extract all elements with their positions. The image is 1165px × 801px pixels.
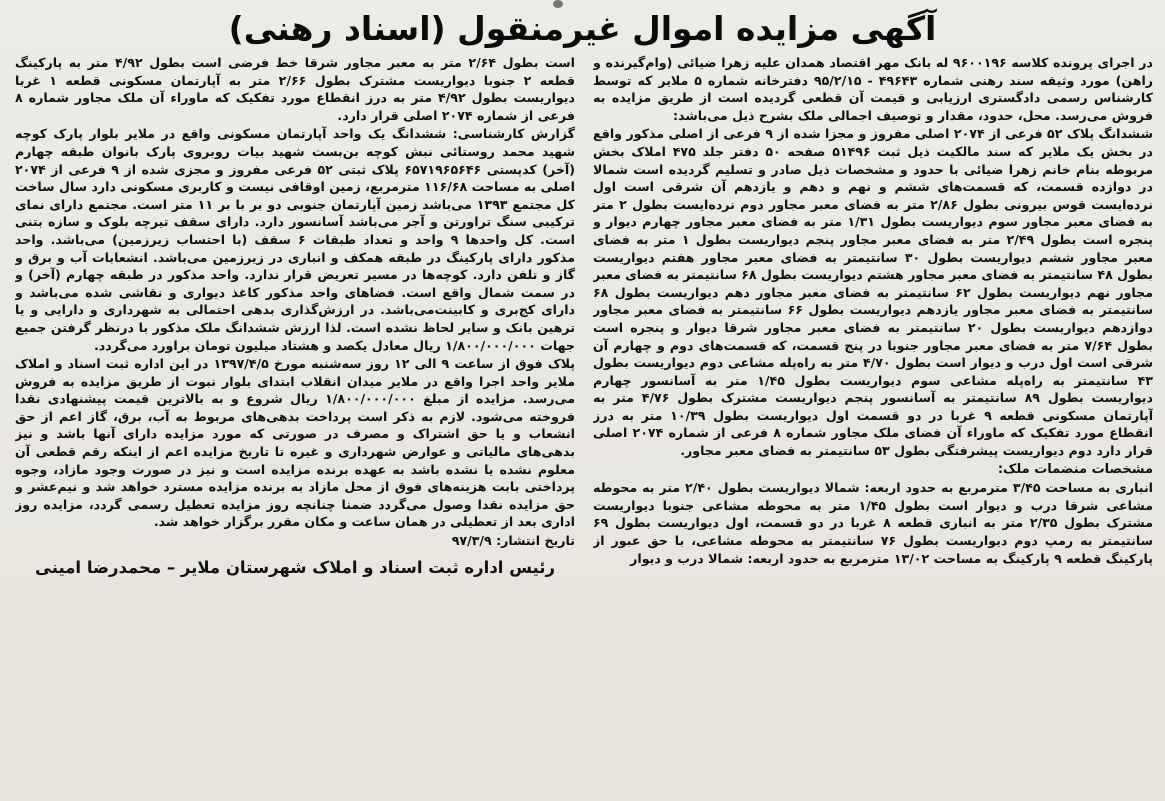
property-boundaries-paragraph: ششدانگ پلاک ۵۲ فرعی از ۲۰۷۴ اصلی مفروز و مجزا شده از ۹ فرعی از اصلی مذکور واقع در بخش یک ملایر که سند مالکیت ذیل ثبت ۵۱۴۹۶ صفحه ۵۰ دفتر جلد ۴۷۵ املاک بخش مربوطه بنام خانم زهرا ضیائی با حدود و مشخصات ذیل صادر و تسلیم گردیده است شمالا در دوازده قسمت، که قسمت‌های ششم و نهم و دهم و یازدهم آن شرقی است اول نرده‌ایست قوس بیرونی بطول ۲/۸۶ متر به فضای معبر مجاور دوم نرده‌ایست بطول ۲ متر به فضای معبر مجاور سوم دیواریست بطول ۱/۳۱ متر به فضای معبر مجاور چهارم دیوار و پنجره است بطول ۲/۴۹ متر به فضای معبر مجاور پنجم دیواریست بطول ۱ متر به فضای معبر مجاور ششم دیواریست بطول ۳۰ سانتیمتر به فضای معبر مجاور هفتم دیواریست بطول ۴۸ سانتیمتر به فضای معبر مجاور هشتم دیواریست بطول ۶۸ سانتیمتر به فضای معبر مجاور نهم دیواریست بطول ۶۲ سانتیمتر به فضای معبر مجاور دهم دیواریست بطول ۶۸ سانتیمتر به فضای معبر مجاور یازدهم دیواریست بطول ۶۶ سانتیمتر به فضای معبر مجاور دوازدهم دیواریست بطول ۲۰ سانتیمتر به فضای معبر مجاور شرقا دیوار و پنجره است بطول ۷/۶۴ متر به فضای معبر مجاور جنوبا در پنج قسمت، که قسمت‌های دوم و چهارم آن شرقی است اول درب و دیوار است بطول ۴/۷۰ متر به راه‌پله مشاعی دوم دیواریست بطول ۴۳ سانتیمتر به راه‌پله مشاعی سوم دیواریست بطول ۱/۴۵ متر به آسانسور چهارم دیواریست بطول ۸۹ سانتیمتر به آسانسور پنجم دیواریست مشترک بطول ۴/۷۶ متر به آپارتمان مسکونی قطعه ۹ غربا در دو قسمت اول دیواریست بطول ۱۰/۳۹ متر به درز انقطاع مورد تفکیک که ماوراء آن فضای ملک مجاور شماره ۸ فرعی از شماره ۲۰۷۴ اصلی قرار دارد دوم دیواریست پیشرفتگی بطول ۵۳ سانتیمتر به فضای معبر مجاور. [593,126,1153,459]
publication-date: تاریخ انتشار: ۹۷/۳/۹ [451,533,575,549]
notice-body [12,54,1153,792]
annex-paragraph: انباری به مساحت ۳/۴۵ مترمربع به حدود اربعه: شمالا دیواریست بطول ۲/۴۰ متر به محوطه مشاعی شرقا درب و دیوار است بطول ۱/۴۵ متر به محوطه مشاعی جنوبا دیواریست مشترک بطول ۲/۳۵ متر به انباری قطعه ۸ غربا در دو قسمت، اول دیواریست بطول ۶۹ سانتیمتر به رمپ دوم دیواریست بطول ۷۶ سانتیمتر به محوطه مشاعی، با حق عبور از پارکینگ قطعه ۹ پارکینگ به مساحت ۱۳/۰۲ مترمربع به حدود اربعه: شمالا درب و دیوار [593,480,1153,566]
left-column [15,54,575,792]
notice-title: آگهی مزایده اموال غیرمنقول (اسناد رهنی) [228,9,937,48]
case-paragraph: در اجرای پرونده کلاسه ۹۶۰۰۱۹۶ له بانک مهر اقتصاد همدان علیه زهرا ضیائی (وام‌گیرنده و راهن) مورد وثیقه سند رهنی شماره ۴۹۶۴۳ - ۹۵/۲/۱۵ دفترخانه شماره ۵ ملایر که توسط کارشناس رسمی دادگستری ارزیابی و قیمت آن قطعی گردیده است از طریق مزایده به فروش می‌رسد. محل، حدود، مقدار و توصیف اجمالی ملک بشرح ذیل می‌باشد: [593,55,1153,123]
signature-line: رئیس اداره ثبت اسناد و املاک شهرستان ملایر – محمدرضا امینی [35,557,555,577]
auction-terms-paragraph: پلاک فوق از ساعت ۹ الی ۱۲ روز سه‌شنبه مورخ ۱۳۹۷/۴/۵ در این اداره ثبت اسناد و املاک ملایر واحد اجرا واقع در ملایر میدان انقلاب ابتدای بلوار نبوت از طریق مزایده به فروش می‌رسد. مزایده از مبلغ ۱/۸۰۰/۰۰۰/۰۰۰ ریال شروع و به بالاترین قیمت پیشنهادی نقدا فروخته می‌شود. لازم به ذکر است پرداخت بدهی‌های مربوط به آب، برق، گاز اعم از حق انشعاب و یا حق اشتراک و مصرف در صورتی که مورد مزایده دارای آنها باشد و نیز بدهی‌های مالیاتی و عوارض شهرداری و غیره تا تاریخ مزایده اعم از اینکه رقم قطعی آن معلوم نشده یا نشده باشد به عهده برنده مزایده است و نیز در صورت وجود مازاد، وجوه پرداختی بابت هزینه‌های فوق از محل مازاد به برنده مزایده مسترد خواهد شد و نیم‌عشر و حق مزایده نقدا وصول می‌گردد ضمنا چنانچه روز مزایده تعطیل رسمی گردد، مزایده روز اداری بعد از تعطیلی در همان ساعت و مکان مقرر برگزار خواهد شد. [15,356,575,530]
boundaries-continued-paragraph: است بطول ۲/۶۴ متر به معبر مجاور شرقا خط فرضی است بطول ۴/۹۲ متر به پارکینگ قطعه ۲ جنوبا دیواریست مشترک بطول ۲/۶۶ متر به آپارتمان مسکونی قطعه ۱ غربا دیواریست بطول ۴/۹۲ متر به درز انقطاع مورد تفکیک که ماوراء آن ملک مجاور شماره ۸ فرعی از شماره ۲۰۷۴ اصلی قرار دارد. [15,55,575,123]
annex-heading: مشخصات منضمات ملک: [997,461,1153,477]
ink-mark [553,0,563,8]
expert-report-paragraph: گزارش کارشناسی: ششدانگ یک واحد آپارتمان مسکونی واقع در ملایر بلوار پارک کوچه شهید محمد روستائی نبش کوچه بن‌بست شهید بیات روبروی پارک بانوان طبقه چهارم (آخر) کدپستی ۶۵۷۱۹۶۵۶۴۶ پلاک ثبتی ۵۲ فرعی مفروز و مجزی شده از ۹ فرعی از ۲۰۷۴ اصلی به مساحت ۱۱۶/۶۸ مترمربع، زمین اوقافی نیست و کاربری مسکونی دارد سال ساخت کل مجتمع ۱۳۹۳ می‌باشد زمین آپارتمان جنوبی دو بر با بر ۱۱ متر است. مجتمع دارای نمای ترکیبی سنگ تراورتن و آجر می‌باشد آسانسور دارد. دارای سقف تیرچه بلوک و سازه بتنی است. کل واحدها ۹ واحد و تعداد طبقات ۶ سقف (با احتساب زیرزمین) می‌باشد. واحد مذکور دارای پارکینگ در طبقه همکف و انباری در زیرزمین می‌باشد. انشعابات آب و برق و گاز و تلفن دارد. کوچه‌ها در مسیر تعریض قرار ندارد. واحد مذکور در طبقه چهارم (آخر) و در سمت شمال واقع است. فضاهای واحد مذکور کاغذ دیواری و نقاشی شده می‌باشد و دارای کج‌بری و کابینت‌می‌باشد. در ارزش‌گذاری بدهی احتمالی به شهرداری و دارایی و یا ترهین بانک و سایر لحاظ نشده است. لذا ارزش ششدانگ ملک مذکور با درنظر گرفتن جمیع جهات ۱/۸۰۰/۰۰۰/۰۰۰ ریال معادل یکصد و هشتاد میلیون تومان براورد می‌گردد. [15,126,575,353]
right-column [593,54,1153,792]
